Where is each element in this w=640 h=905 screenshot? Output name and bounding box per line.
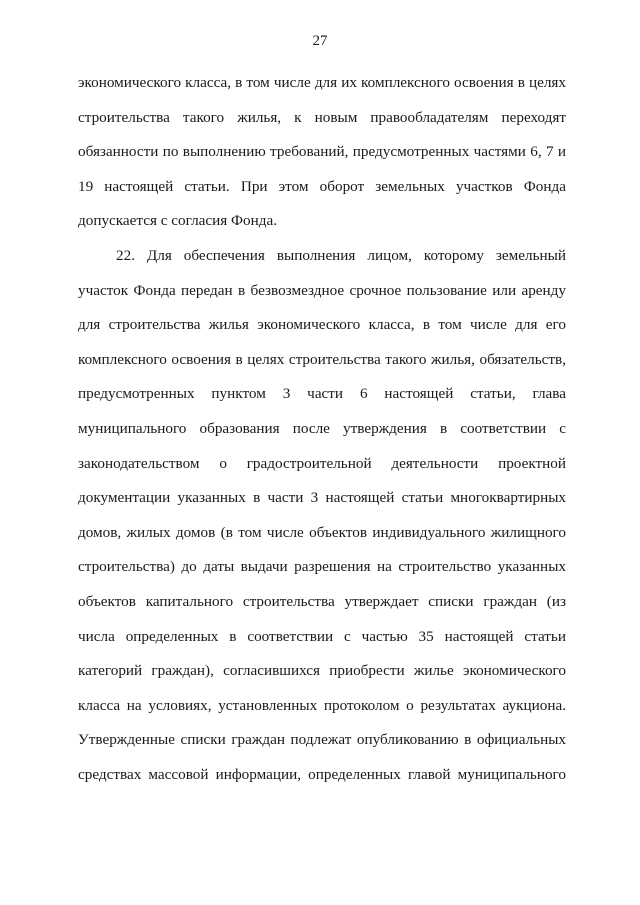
text-line: обязанности по выполнению требований, предусмотренных частями 6, 7 и [78,143,566,161]
paragraph-end-line: допускается с согласия Фонда. [78,212,278,230]
text-line: строительства) до даты выдачи разрешения на строительство указанных [78,558,566,576]
text-line: участок Фонда передан в безвозмездное срочное пользование или аренду [78,281,566,299]
text-line: комплексного освоения в целях строительства такого жилья, обязательств, [78,350,566,368]
text-line: экономического класса, в том числе для их комплексного освоения в целях [78,74,566,91]
text-line: документации указанных в части 3 настоящей статьи многоквартирных [78,489,566,507]
paragraph-22-start-line: 22. Для обеспечения выполнения лицом, которому земельный [116,246,566,264]
text-line: Утвержденные списки граждан подлежат опубликованию в официальных [78,731,566,749]
text-line: категорий граждан), согласившихся приобрести жилье экономического [78,662,566,680]
text-line: законодательством о градостроительной деятельности проектной [78,454,566,472]
document-body [78,66,566,792]
text-line: объектов капитального строительства утверждает списки граждан (из [78,592,566,610]
text-line: строительства такого жилья, к новым правообладателям переходят [78,108,566,126]
text-line: 19 настоящей статьи. При этом оборот земельных участков Фонда [78,177,566,195]
text-line: класса на условиях, установленных протоколом о результатах аукциона. [78,696,566,714]
text-line: средствах массовой информации, определенных главой муниципального [78,765,566,783]
text-line: домов, жилых домов (в том числе объектов индивидуального жилищного [78,523,566,541]
text-line: предусмотренных пунктом 3 части 6 настоящей статьи, глава [78,385,566,403]
text-line: числа определенных в соответствии с частью 35 настоящей статьи [78,627,566,645]
text-line: муниципального образования после утверждения в соответствии с [78,419,566,437]
text-line: для строительства жилья экономического класса, в том числе для его [78,316,566,334]
page-number: 27 [312,33,328,49]
